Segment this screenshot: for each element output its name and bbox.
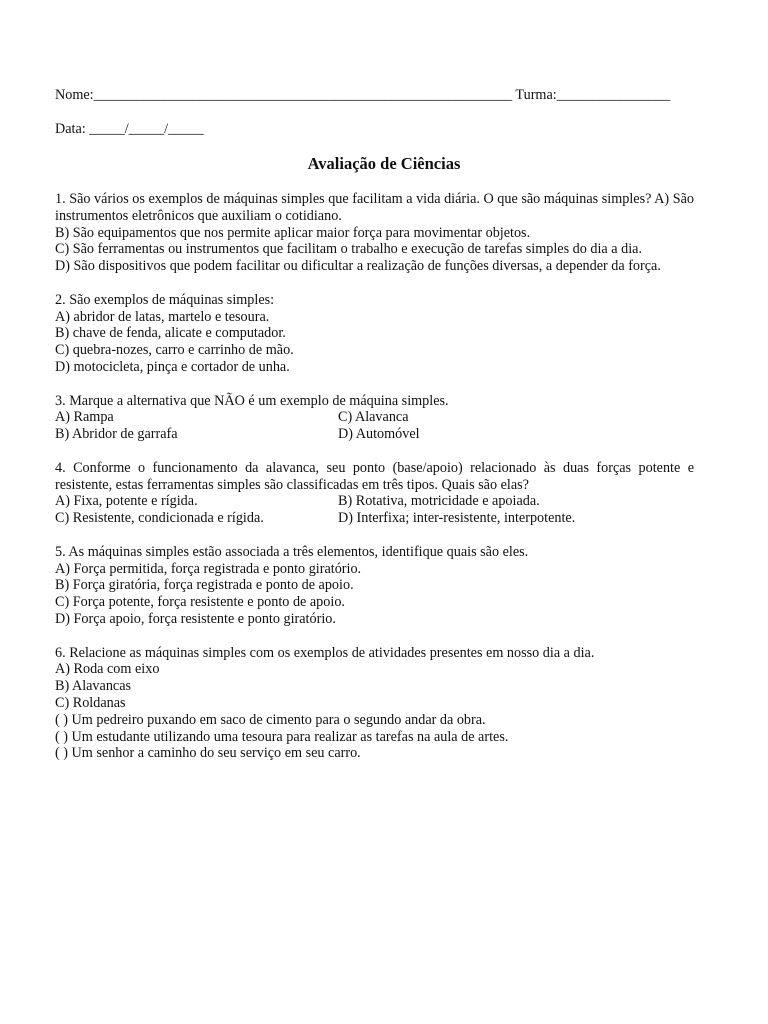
q6-item-1: ( ) Um pedreiro puxando em saco de cimento para o segundo andar da obra. <box>55 711 486 728</box>
question-5 <box>55 544 694 628</box>
q5-option-a: A) Força permitida, força registrada e ponto giratório. <box>55 560 362 577</box>
page-title: Avaliação de Ciências <box>307 154 461 173</box>
q5-option-c: C) Força potente, força resistente e ponto de apoio. <box>55 594 345 611</box>
q6-stem: 6. Relacione as máquinas simples com os exemplos de atividades presentes em nosso dia a dia. <box>55 644 595 661</box>
q6-item-3: ( ) Um senhor a caminho do seu serviço em seu carro. <box>55 745 361 762</box>
name-class-line: Nome:___________________________________________________________ Turma:________________ <box>55 87 671 103</box>
questions <box>55 191 694 779</box>
q3-option-a: A) Rampa <box>55 409 114 426</box>
date-line: Data: _____/_____/_____ <box>55 121 204 137</box>
q5-option-d: D) Força apoio, força resistente e ponto giratório. <box>55 610 336 627</box>
q6-option-a: A) Roda com eixo <box>55 661 160 678</box>
q4-stem: 4. Conforme o funcionamento da alavanca, seu ponto (base/apoio) relacionado às duas forças potente e resistente, estas ferramentas simples são classificadas em três tipos. Quais são elas? <box>55 459 694 493</box>
q2-option-c: C) quebra-nozes, carro e carrinho de mão. <box>55 342 294 359</box>
question-2 <box>55 292 694 376</box>
q4-option-d: D) Interfixa; inter-resistente, interpotente. <box>338 510 576 527</box>
q3-option-d: D) Automóvel <box>338 426 420 443</box>
q3-stem: 3. Marque a alternativa que NÃO é um exemplo de máquina simples. <box>55 392 449 409</box>
q6-item-2: ( ) Um estudante utilizando uma tesoura para realizar as tarefas na aula de artes. <box>55 728 509 745</box>
q1-option-b: B) São equipamentos que nos permite aplicar maior força para movimentar objetos. <box>55 224 531 241</box>
q2-stem: 2. São exemplos de máquinas simples: <box>55 291 275 308</box>
q5-option-b: B) Força giratória, força registrada e ponto de apoio. <box>55 577 354 594</box>
q2-option-a: A) abridor de latas, martelo e tesoura. <box>55 308 270 325</box>
q4-row-1 <box>55 493 694 510</box>
q3-option-b: B) Abridor de garrafa <box>55 426 178 443</box>
q5-stem: 5. As máquinas simples estão associada a três elementos, identifique quais são eles. <box>55 543 529 560</box>
q1-option-c: C) São ferramentas ou instrumentos que facilitam o trabalho e execução de tarefas simples do dia a dia. <box>55 241 642 258</box>
q1-stem-option-a: 1. São vários os exemplos de máquinas simples que facilitam a vida diária. O que são máquinas simples? A) São instrumentos eletrônicos que auxiliam o cotidiano. <box>55 191 694 224</box>
q4-option-b: B) Rotativa, motricidade e apoiada. <box>338 493 540 510</box>
q4-row-2 <box>55 510 694 527</box>
q2-option-b: B) chave de fenda, alicate e computador. <box>55 325 286 342</box>
question-1 <box>55 191 694 275</box>
question-3 <box>55 393 694 443</box>
q3-row-2 <box>55 426 694 443</box>
question-6 <box>55 645 694 763</box>
q3-row-1 <box>55 409 694 426</box>
q3-option-c: C) Alavanca <box>338 409 409 426</box>
q6-option-c: C) Roldanas <box>55 694 126 711</box>
q1-option-d: D) São dispositivos que podem facilitar ou dificultar a realização de funções diversas, a depender da força. <box>55 258 661 275</box>
q2-option-d: D) motocicleta, pinça e cortador de unha. <box>55 358 290 375</box>
q4-option-c: C) Resistente, condicionada e rígida. <box>55 510 264 527</box>
q6-option-b: B) Alavancas <box>55 678 132 695</box>
question-4 <box>55 460 694 527</box>
q4-option-a: A) Fixa, potente e rígida. <box>55 493 198 510</box>
